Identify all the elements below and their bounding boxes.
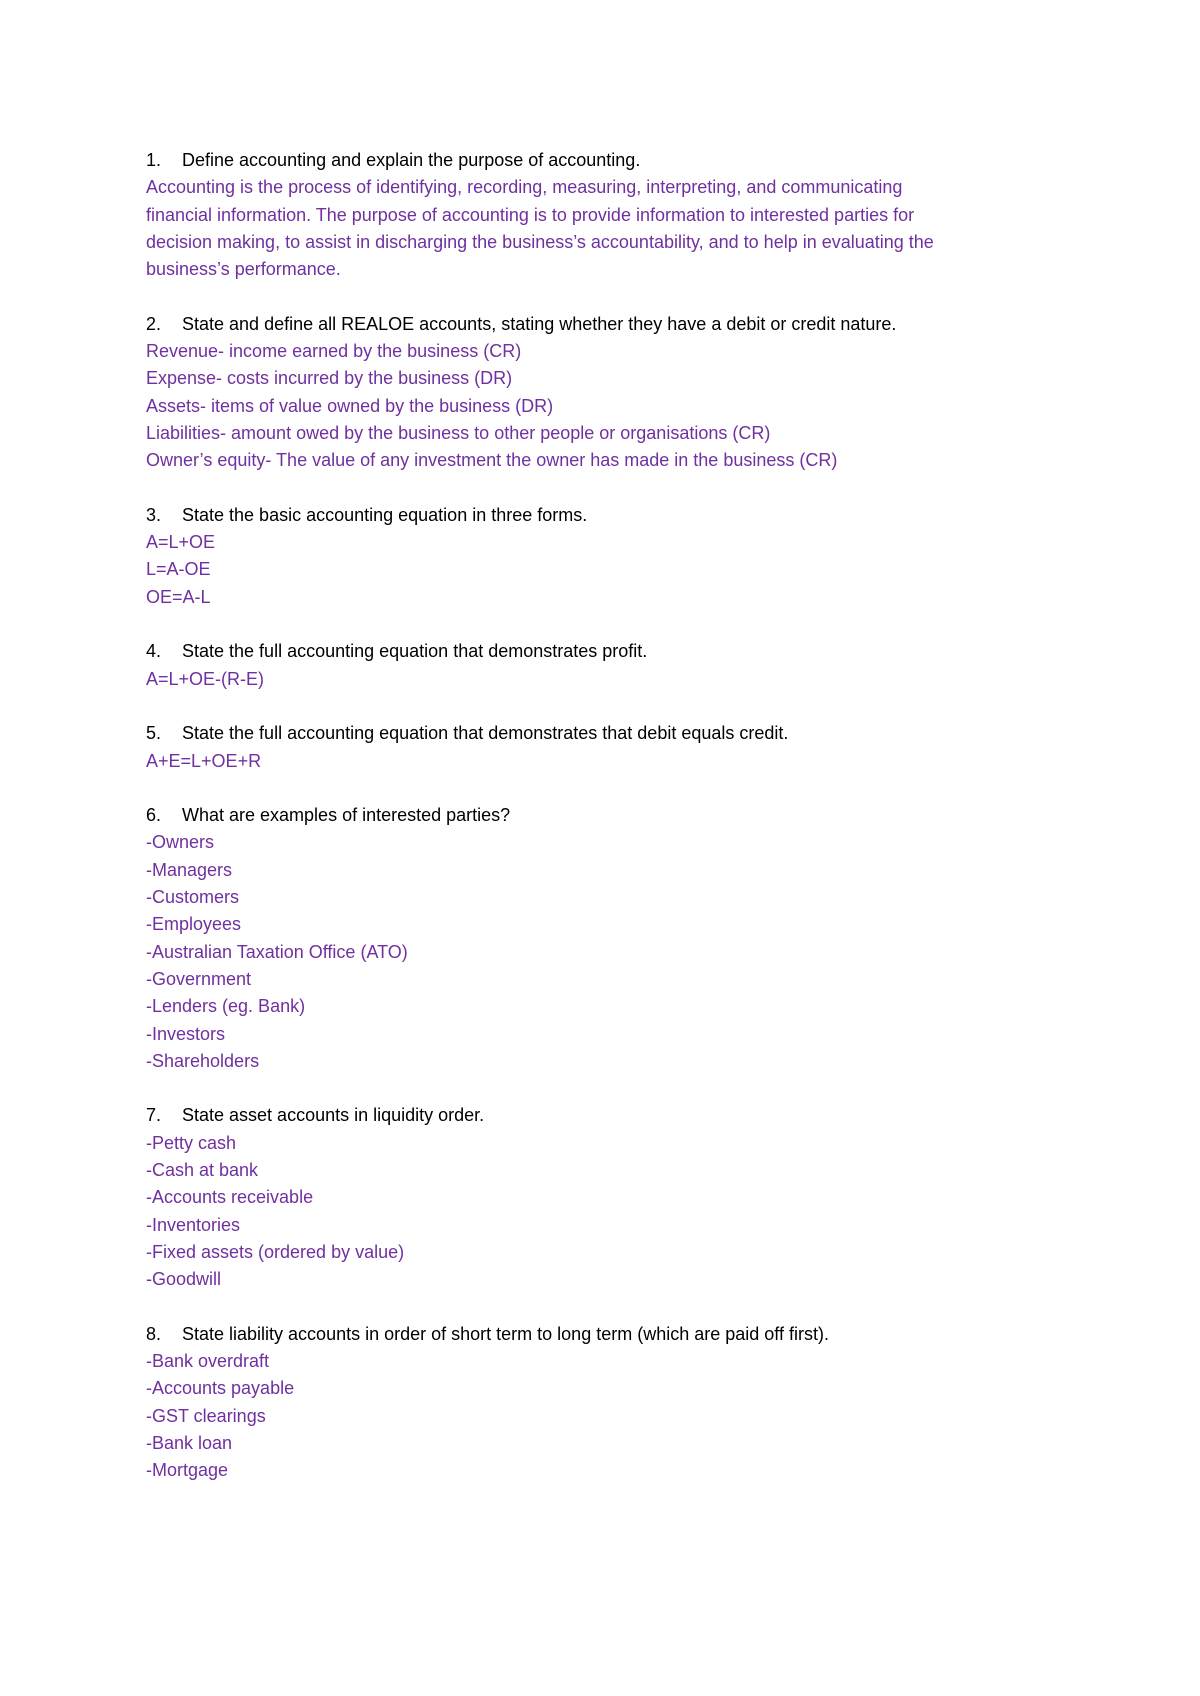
answer-line: -Australian Taxation Office (ATO) bbox=[146, 941, 408, 962]
answer-line: A=L+OE bbox=[146, 532, 216, 553]
answer-line: Owner’s equity- The value of any investment the owner has made in the business (CR) bbox=[146, 450, 838, 471]
answer bbox=[146, 1130, 1066, 1294]
answer bbox=[146, 1348, 1066, 1484]
answer-line: -Bank overdraft bbox=[146, 1351, 270, 1372]
answer-line: business’s performance. bbox=[146, 259, 341, 280]
question-number: 2. bbox=[146, 313, 162, 334]
answer bbox=[146, 666, 1066, 693]
question-number: 1. bbox=[146, 150, 162, 170]
question-block-3 bbox=[146, 502, 1066, 611]
answer-line: -Investors bbox=[146, 1023, 226, 1044]
answer-line: OE=A-L bbox=[146, 586, 211, 607]
question-line bbox=[146, 638, 1066, 665]
answer bbox=[146, 338, 1066, 474]
question-line bbox=[146, 1102, 1066, 1129]
question-line bbox=[146, 311, 1066, 338]
answer-line: -Lenders (eg. Bank) bbox=[146, 996, 306, 1017]
question-text: What are examples of interested parties? bbox=[182, 805, 511, 826]
question-number: 7. bbox=[146, 1105, 162, 1126]
answer bbox=[146, 748, 1066, 775]
question-text: State liability accounts in order of short term to long term (which are paid off first). bbox=[182, 1323, 829, 1344]
question-text: State the full accounting equation that demonstrates that debit equals credit. bbox=[182, 723, 789, 744]
answer-line: A=L+OE-(R-E) bbox=[146, 668, 265, 689]
answer-line: -GST clearings bbox=[146, 1405, 266, 1426]
answer-line: -Customers bbox=[146, 887, 240, 908]
question-block-4 bbox=[146, 638, 1066, 693]
question-number: 4. bbox=[146, 641, 162, 662]
answer-line: -Inventories bbox=[146, 1214, 241, 1235]
question-line bbox=[146, 720, 1066, 747]
question-block-7 bbox=[146, 1102, 1066, 1293]
answer-line: Liabilities- amount owed by the business to other people or organisations (CR) bbox=[146, 422, 771, 443]
answer-line: -Employees bbox=[146, 914, 242, 935]
answer-line: -Accounts receivable bbox=[146, 1187, 314, 1208]
answer-line: decision making, to assist in discharging the business’s accountability, and to help in evaluating the bbox=[146, 231, 934, 252]
question-block-2 bbox=[146, 311, 1066, 475]
question-number: 5. bbox=[146, 723, 162, 744]
question-number: 6. bbox=[146, 805, 162, 826]
question-line bbox=[146, 802, 1066, 829]
question-text: State asset accounts in liquidity order. bbox=[182, 1105, 485, 1126]
answer-line: -Shareholders bbox=[146, 1050, 260, 1071]
question-line bbox=[146, 147, 1066, 174]
question-block-6 bbox=[146, 802, 1066, 1075]
question-number: 3. bbox=[146, 504, 162, 525]
answer-line: -Cash at bank bbox=[146, 1159, 259, 1180]
answer-line: financial information. The purpose of accounting is to provide information to interested parties for bbox=[146, 204, 915, 225]
answer bbox=[146, 174, 1066, 283]
answer-line: -Petty cash bbox=[146, 1132, 237, 1153]
question-number: 8. bbox=[146, 1323, 162, 1344]
question-line bbox=[146, 502, 1066, 529]
question-block-1 bbox=[146, 147, 1066, 283]
answer-line: -Fixed assets (ordered by value) bbox=[146, 1241, 405, 1262]
answer-line: A+E=L+OE+R bbox=[146, 750, 262, 771]
question-line bbox=[146, 1321, 1066, 1348]
question-block-5 bbox=[146, 720, 1066, 775]
answer-line: Expense- costs incurred by the business (DR) bbox=[146, 368, 513, 389]
answer-line: Accounting is the process of identifying, recording, measuring, interpreting, and communicating bbox=[146, 177, 903, 198]
answer bbox=[146, 829, 1066, 1075]
answer-line: -Owners bbox=[146, 832, 215, 853]
answer bbox=[146, 529, 1066, 611]
answer-line: -Bank loan bbox=[146, 1432, 233, 1453]
answer-line: -Managers bbox=[146, 859, 233, 880]
answer-line: -Goodwill bbox=[146, 1269, 222, 1290]
answer-line: L=A-OE bbox=[146, 559, 211, 580]
question-text: State the basic accounting equation in three forms. bbox=[182, 504, 588, 525]
answer-line: -Government bbox=[146, 968, 252, 989]
answer-line: Revenue- income earned by the business (CR) bbox=[146, 341, 522, 362]
question-text: State the full accounting equation that demonstrates profit. bbox=[182, 641, 648, 662]
answer-line: Assets- items of value owned by the business (DR) bbox=[146, 395, 554, 416]
answer-line: -Accounts payable bbox=[146, 1378, 295, 1399]
question-text: Define accounting and explain the purpose of accounting. bbox=[182, 150, 641, 170]
question-block-8 bbox=[146, 1321, 1066, 1485]
answer-line: -Mortgage bbox=[146, 1460, 229, 1481]
document-body bbox=[146, 147, 1066, 1512]
question-text: State and define all REALOE accounts, stating whether they have a debit or credit nature. bbox=[182, 313, 897, 334]
